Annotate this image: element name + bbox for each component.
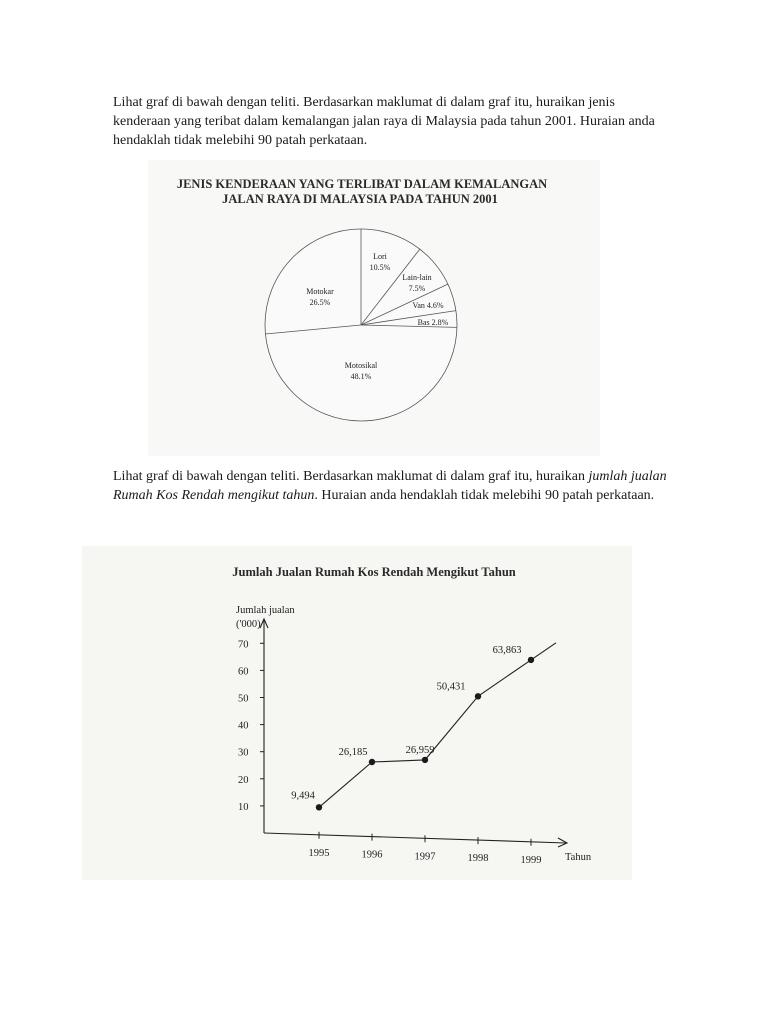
- line-chart: [238, 619, 567, 866]
- data-point: [422, 757, 428, 763]
- x-tick-label: 1995: [308, 847, 330, 859]
- pie-slice-label: Motosikal: [344, 361, 378, 370]
- pie-slice-label: Motokar: [306, 287, 334, 296]
- pie-chart-title-line-2: JALAN RAYA DI MALAYSIA PADA TAHUN 2001: [222, 192, 498, 206]
- y-axis-label-line-1: Jumlah jualan: [236, 605, 295, 616]
- y-tick-label: 20: [238, 774, 249, 786]
- paragraph-2-text-b: . Huraian anda hendaklah tidak melebihi 90 patah perkataan.: [314, 488, 655, 503]
- y-tick-label: 10: [238, 801, 249, 813]
- data-point: [369, 759, 375, 765]
- data-point: [316, 804, 322, 810]
- data-label: 9,494: [291, 790, 315, 802]
- y-tick-label: 40: [238, 720, 249, 732]
- data-label: 26,959: [405, 744, 435, 756]
- y-tick-label: 60: [238, 666, 249, 678]
- data-label: 26,185: [338, 747, 368, 758]
- pie-slice-value: 26.5%: [309, 298, 331, 307]
- pie-slice-value: 7.5%: [408, 284, 426, 293]
- pie-slice-label: Van 4.6%: [412, 301, 444, 310]
- pie-chart-title-line-1: JENIS KENDERAAN YANG TERLIBAT DALAM KEMALANGAN: [176, 177, 548, 191]
- paragraph-2-text-a: Lihat graf di bawah dengan teliti. Berdasarkan maklumat di dalam graf itu, huraikan: [113, 469, 589, 484]
- x-axis: [264, 833, 566, 843]
- pie-slice-value: 10.5%: [369, 263, 391, 272]
- x-axis-label: Tahun: [565, 852, 592, 863]
- pie-slice-value: 48.1%: [350, 372, 372, 381]
- pie-slice-label: Lori: [373, 252, 387, 261]
- y-tick-label: 30: [238, 747, 249, 759]
- y-tick-label: 70: [238, 639, 249, 651]
- question-paragraph-1: Lihat graf di bawah dengan teliti. Berdasarkan maklumat di dalam graf itu, huraikan jenis kenderaan yang teribat dalam kemalangan jalan raya di Malaysia pada tahun 2001. Huraian anda hendaklah tidak melebihi 90 patah perkataan.: [113, 95, 655, 148]
- line-chart-title: Jumlah Jualan Rumah Kos Rendah Mengikut Tahun: [232, 565, 516, 579]
- y-axis-label-line-2: ('000): [236, 619, 261, 630]
- data-label: 63,863: [492, 644, 522, 656]
- pie-slice-label: Bas 2.8%: [417, 318, 449, 327]
- x-tick-label: 1998: [467, 853, 489, 865]
- series-line: [319, 643, 556, 808]
- x-tick-label: 1997: [414, 851, 436, 863]
- y-tick-label: 50: [238, 693, 249, 705]
- pie-slice-label: Lain-lain: [402, 273, 432, 282]
- data-label: 50,431: [436, 681, 466, 693]
- data-point: [528, 657, 534, 663]
- x-tick-label: 1996: [361, 849, 383, 861]
- x-tick-label: 1999: [520, 854, 542, 866]
- paragraph-2-italic: jumlah jualan Rumah Kos Rendah mengikut tahun: [113, 469, 667, 503]
- data-point: [475, 693, 481, 699]
